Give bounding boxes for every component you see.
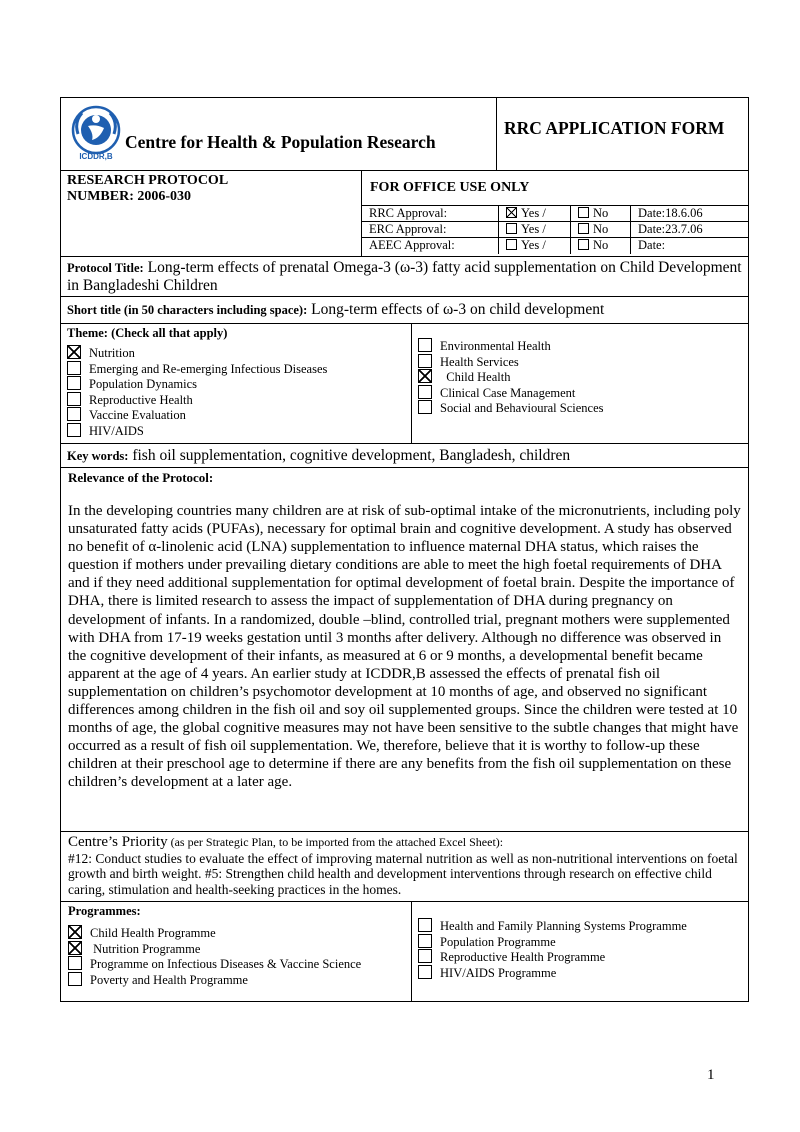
page-number: 1: [707, 1067, 715, 1083]
priority-body: #12: Conduct studies to evaluate the effect of improving maternal nutrition as well as non-nutritional interventions on foetal growth and birth weight. #5: Strengthen child health and development interventions through research on effective child caring, stimulation and health-seeking practices in the homes.: [68, 850, 738, 898]
no-checkbox[interactable]: [578, 223, 589, 234]
programme-item-poverty-health[interactable]: [68, 972, 404, 988]
theme-item-infectious-diseases[interactable]: [67, 361, 405, 377]
programme-item-child-health[interactable]: [68, 925, 404, 941]
programme-item-label: Reproductive Health Programme: [440, 950, 606, 964]
priority-row: [61, 832, 748, 902]
no-label: No: [593, 238, 609, 252]
approval-row-aeec: [362, 238, 748, 254]
protocol-title-row: [61, 257, 748, 297]
checkbox[interactable]: [67, 407, 81, 421]
theme-item-vaccine-evaluation[interactable]: [67, 407, 405, 423]
protocol-title-value: Long-term effects of prenatal Omega-3 (ω-3) fatty acid supplementation on Child Development in Bangladeshi Children: [67, 259, 742, 294]
checkbox[interactable]: [418, 354, 432, 368]
theme-item-label: HIV/AIDS: [89, 423, 144, 438]
approval-yes: [499, 222, 571, 237]
programmes-label: Programmes:: [68, 904, 141, 918]
programmes-right-column: [412, 902, 748, 1001]
relevance-body: In the developing countries many children are at risk of sub-optimal intake of the micronutrients, including poly unsaturated fatty acids (PUFAs), necessary for optimal brain and cognitive development. A study has observed no benefit of α-linolenic acid (LNA) supplementation to influence maternal DHA status, which raises the question if mothers under prevailing dietary conditions are able to meet the high foetal requirements of DHA and if they need additional supplementation for optimal development of foetal brain. Despite the importance of DHA, there is limited research to assess the impact of supplementation of DHA during pregnancy on development of infants. In a randomized, double –blind, controlled trial, pregnant mothers were supplemented with DHA from 17-19 weeks gestation until 3 months after delivery. Although no difference was observed in the cognitive development of their infants, as measured at 6 or 9 months, a developmental benefit became apparent at the age of 4 years. An earlier study at ICDDR,B assessed the effects of prenatal fish oil supplementation on children’s psychomotor development at 10 months of age, and observed no significant differences among children in the fish oil and soy oil supplemented groups. Since the children were tested at 10 months of age, the global cognitive measures may not have been sensitive to the subtle changes that might have occurred as a result of fish oil supplementation. We, therefore, believe that it is worthy to follow-up these children at their preschool age to determine if there are any benefits from the fish oil supplementation on these children’s development at a later age.: [68, 503, 741, 791]
programmes-left-column: [61, 902, 412, 1001]
protocol-title-label: Protocol Title:: [67, 261, 144, 275]
checkbox[interactable]: [418, 918, 432, 932]
approval-yes: [499, 238, 571, 254]
theme-item-environmental-health[interactable]: [418, 338, 742, 354]
protocol-row: [61, 171, 748, 257]
theme-item-clinical-case-management[interactable]: [418, 385, 742, 401]
theme-item-label: Child Health: [446, 370, 511, 384]
checkbox[interactable]: [418, 934, 432, 948]
form-header: [61, 98, 748, 171]
no-label: No: [593, 206, 609, 220]
yes-checkbox[interactable]: [506, 239, 517, 250]
no-checkbox[interactable]: [578, 207, 589, 218]
theme-item-hiv-aids[interactable]: [67, 423, 405, 439]
programme-item-hfps[interactable]: [418, 918, 742, 934]
programme-item-reproductive-health[interactable]: [418, 949, 742, 965]
programme-item-label: HIV/AIDS Programme: [440, 965, 557, 980]
programme-item-population[interactable]: [418, 934, 742, 950]
programme-item-hiv-aids[interactable]: [418, 965, 742, 981]
theme-item-label: Clinical Case Management: [440, 385, 576, 400]
approval-row-rrc: [362, 206, 748, 222]
theme-right-column: [412, 324, 748, 443]
form-title-cell: [497, 98, 748, 170]
theme-row: [61, 324, 748, 444]
approval-label: ERC Approval:: [362, 222, 499, 237]
form-title: RRC APPLICATION FORM: [504, 118, 725, 138]
short-title-value: Long-term effects of ω-3 on child development: [307, 301, 605, 318]
theme-item-label: Vaccine Evaluation: [89, 408, 186, 422]
short-title-row: [61, 297, 748, 324]
programme-item-label: Child Health Programme: [90, 926, 216, 940]
logo-text: ICDDR,B: [79, 152, 113, 161]
checkbox[interactable]: [418, 949, 432, 963]
theme-item-reproductive-health[interactable]: [67, 392, 405, 408]
theme-item-label: Social and Behavioural Sciences: [440, 401, 604, 415]
office-use-title: FOR OFFICE USE ONLY: [362, 171, 748, 206]
checkbox[interactable]: [67, 423, 81, 437]
relevance-label: Relevance of the Protocol:: [68, 470, 214, 485]
programmes-row: [61, 902, 748, 1001]
protocol-number-cell: [61, 171, 362, 256]
theme-item-label: Nutrition: [89, 346, 135, 360]
yes-label: Yes /: [521, 238, 546, 252]
no-checkbox[interactable]: [578, 239, 589, 250]
yes-checkbox[interactable]: [506, 223, 517, 234]
checkbox[interactable]: [68, 941, 82, 955]
programme-item-label: Population Programme: [440, 934, 556, 949]
yes-label: Yes /: [521, 222, 546, 236]
theme-item-label: Emerging and Re-emerging Infectious Diseases: [89, 361, 328, 376]
checkbox[interactable]: [68, 972, 82, 986]
theme-item-label: Reproductive Health: [89, 392, 193, 407]
approval-label: AEEC Approval:: [362, 238, 499, 254]
programme-item-nutrition[interactable]: [68, 941, 404, 957]
checkbox[interactable]: [418, 338, 432, 352]
theme-item-label: Health Services: [440, 354, 519, 369]
theme-item-health-services[interactable]: [418, 354, 742, 370]
checkbox[interactable]: [418, 385, 432, 399]
theme-item-population-dynamics[interactable]: [67, 376, 405, 392]
priority-label: Centre’s Priority: [68, 834, 168, 850]
office-use-cell: [362, 171, 748, 256]
theme-item-label: Population Dynamics: [89, 377, 197, 391]
org-name: Centre for Health & Population Research: [125, 132, 436, 152]
theme-item-label: Environmental Health: [440, 339, 551, 353]
keywords-value: fish oil supplementation, cognitive development, Bangladesh, children: [128, 447, 571, 464]
theme-item-social-behavioural-sciences[interactable]: [418, 400, 742, 416]
approval-date: Date:: [638, 238, 666, 252]
approval-date: Date:23.7.06: [638, 222, 703, 236]
priority-note: (as per Strategic Plan, to be imported from the attached Excel Sheet):: [167, 835, 504, 849]
checkbox[interactable]: [67, 361, 81, 375]
approval-date: Date:18.6.06: [638, 206, 703, 220]
protocol-label-line2: NUMBER: 2006-030: [67, 189, 192, 204]
approval-no: [571, 222, 631, 237]
approval-no: [571, 238, 631, 254]
keywords-row: [61, 444, 748, 468]
checkbox[interactable]: [68, 956, 82, 970]
icddrb-logo-icon: [70, 104, 122, 162]
theme-label: Theme: (Check all that apply): [67, 326, 228, 340]
keywords-label: Key words:: [67, 449, 129, 463]
no-label: No: [593, 222, 609, 236]
checkbox[interactable]: [67, 392, 81, 406]
programme-item-infectious-diseases[interactable]: [68, 956, 404, 972]
checkbox[interactable]: [418, 369, 432, 383]
checkbox[interactable]: [68, 925, 82, 939]
approval-label: RRC Approval:: [362, 206, 499, 221]
programme-item-label: Nutrition Programme: [93, 941, 201, 956]
programme-item-label: Poverty and Health Programme: [90, 972, 248, 987]
theme-item-child-health[interactable]: [418, 369, 742, 385]
theme-left-column: [61, 324, 412, 443]
approval-yes: [499, 206, 571, 221]
checkbox[interactable]: [418, 400, 432, 414]
programme-item-label: Programme on Infectious Diseases & Vaccine Science: [90, 957, 362, 971]
yes-checkbox[interactable]: [506, 207, 517, 218]
rrc-application-form: [60, 97, 749, 1002]
protocol-label-line1: RESEARCH PROTOCOL: [67, 173, 229, 188]
checkbox[interactable]: [67, 345, 81, 359]
org-cell: [61, 98, 497, 170]
theme-item-nutrition[interactable]: [67, 345, 405, 361]
short-title-label: Short title (in 50 characters including space):: [67, 303, 308, 317]
approval-no: [571, 206, 631, 221]
approval-row-erc: [362, 222, 748, 238]
checkbox[interactable]: [418, 965, 432, 979]
yes-label: Yes /: [521, 206, 546, 220]
relevance-row: [61, 468, 748, 832]
programme-item-label: Health and Family Planning Systems Programme: [440, 919, 687, 933]
checkbox[interactable]: [67, 376, 81, 390]
